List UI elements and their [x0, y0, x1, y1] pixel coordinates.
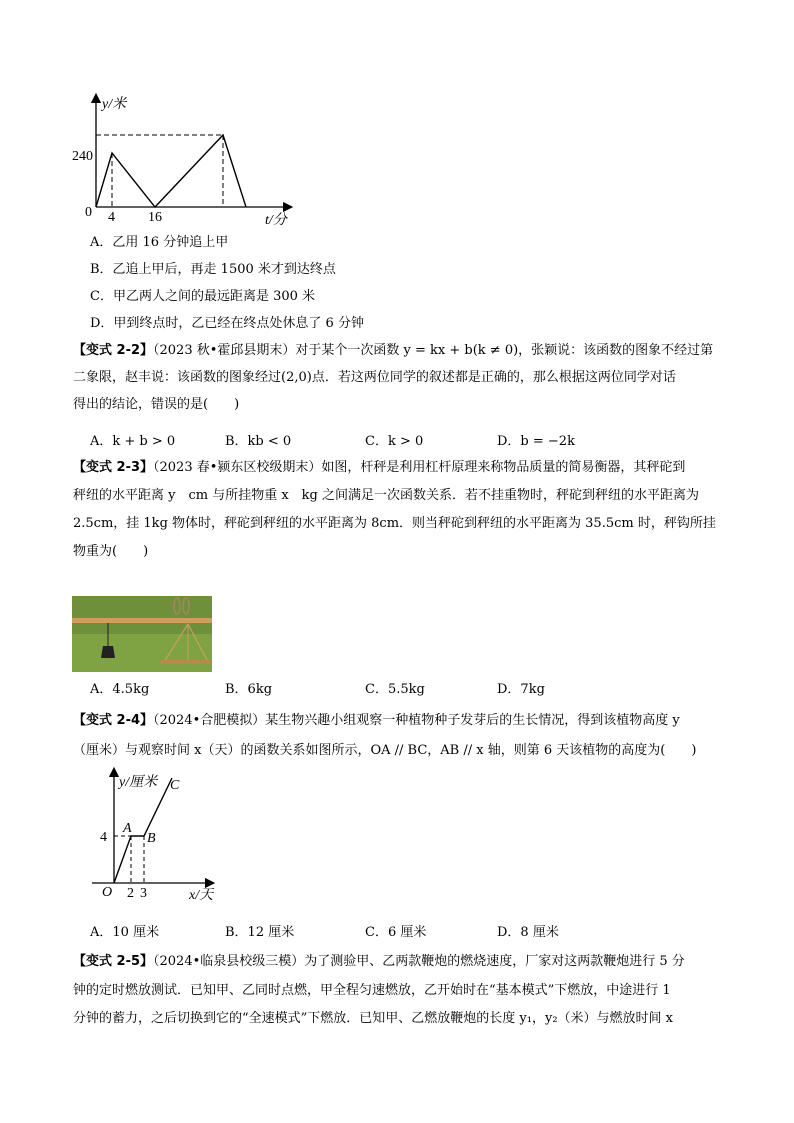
q24-option-a: A．10 厘米 — [90, 925, 160, 940]
q22-line2: 二象限，赵丰说：该函数的图象经过(2,0)点．若这两位同学的叙述都是正确的，那么根据这两位同学对话 — [73, 370, 676, 385]
tick-4: 4 — [108, 210, 115, 225]
x-axis-label: t/分 — [265, 213, 287, 228]
plant-height-graph — [92, 768, 232, 908]
hook-ring-2 — [183, 598, 189, 614]
tick-16: 16 — [148, 210, 162, 225]
q23-tag: 【变式 2-3】 — [73, 460, 154, 475]
x-axis-label: x/天 — [189, 888, 214, 903]
steelyard-scale-pan — [150, 596, 210, 672]
q1-option-d: D．甲到终点时，乙已经在终点处休息了 6 分钟 — [90, 316, 364, 331]
point-c-label: C — [170, 778, 180, 793]
tick-240: 240 — [72, 149, 93, 164]
q24-line1: 【变式 2-4】（2024•合肥模拟）某生物兴趣小组观察一种植物种子发芽后的生长情况，得到该植物高度 y — [73, 713, 680, 728]
q22-tag: 【变式 2-2】 — [73, 343, 154, 358]
q23-line4: 物重为( ) — [73, 544, 149, 559]
weight-icon — [101, 646, 115, 658]
y-axis-label: y/米 — [102, 97, 127, 112]
q25-line1: 【变式 2-5】（2024•临泉县校级三模）为了测验甲、乙两款鞭炮的燃烧速度，厂家对这两款鞭炮进行 5 分 — [73, 954, 685, 969]
q23-option-a: A．4.5kg — [90, 682, 150, 697]
q24-option-b: B．12 厘米 — [225, 925, 295, 940]
q22-line3: 得出的结论，错误的是( ) — [73, 397, 240, 412]
q25-line3: 分钟的蓄力，之后切换到它的“全速模式”下燃放．已知甲、乙燃放鞭炮的长度 y₁，y₂（米）与燃放时间 x — [73, 1011, 674, 1026]
hook-ring-1 — [174, 598, 180, 614]
scale-pan — [160, 660, 212, 664]
tick-4: 4 — [100, 830, 107, 845]
q22-option-a: A．k + b > 0 — [90, 434, 176, 449]
q1-option-b: B．乙追上甲后，再走 1500 米才到达终点 — [90, 262, 336, 277]
q22-option-b: B．kb < 0 — [225, 434, 292, 449]
q22-line1: 【变式 2-2】（2023 秋•霍邱县期末）对于某个一次函数 y = kx + b(k ≠ 0)，张颖说：该函数的图象不经过第 — [73, 343, 714, 358]
tick-2: 2 — [127, 886, 134, 901]
q23-line2: 秤纽的水平距离 y cm 与所挂物重 x kg 之间满足一次函数关系．若不挂重物时，秤砣到秤纽的水平距离为 — [73, 488, 700, 503]
tick-3: 3 — [140, 886, 147, 901]
q24-option-d: D．8 厘米 — [497, 925, 559, 940]
point-a-label: A — [123, 821, 132, 836]
q22-option-d: D．b = −2k — [497, 434, 575, 449]
q22-option-c: C．k > 0 — [365, 434, 424, 449]
tick-0: 0 — [85, 205, 92, 220]
origin-label: O — [102, 885, 113, 900]
q23-line3: 2.5cm，挂 1kg 物体时，秤砣到秤纽的水平距离为 8cm．则当秤砣到秤纽的水平距离为 35.5cm 时，秤钩所挂 — [73, 516, 716, 531]
y-axis-label: y/厘米 — [119, 775, 158, 790]
point-b-label: B — [147, 831, 156, 846]
q23-option-b: B．6kg — [225, 682, 273, 697]
q1-option-c: C．甲乙两人之间的最远距离是 300 米 — [90, 289, 316, 304]
q24-tag: 【变式 2-4】 — [73, 713, 154, 728]
q24-option-c: C．6 厘米 — [365, 925, 427, 940]
q23-option-c: C．5.5kg — [365, 682, 425, 697]
q25-line2: 钟的定时燃放测试．已知甲、乙同时点燃，甲全程匀速燃放，乙开始时在“基本模式”下燃放，中途进行 1 — [73, 983, 671, 998]
distance-time-graph — [72, 92, 300, 228]
q25-tag: 【变式 2-5】 — [73, 954, 154, 969]
q1-option-a: A．乙用 16 分钟追上甲 — [90, 235, 229, 250]
q23-option-d: D．7kg — [497, 682, 545, 697]
q23-line1: 【变式 2-3】（2023 春•颍东区校级期末）如图，杆秤是利用杠杆原理来称物品质量的简易衡器，其秤砣到 — [73, 460, 686, 475]
q24-line2: （厘米）与观察时间 x（天）的函数关系如图所示，OA // BC，AB // x 轴，则第 6 天该植物的高度为( ) — [73, 743, 697, 758]
